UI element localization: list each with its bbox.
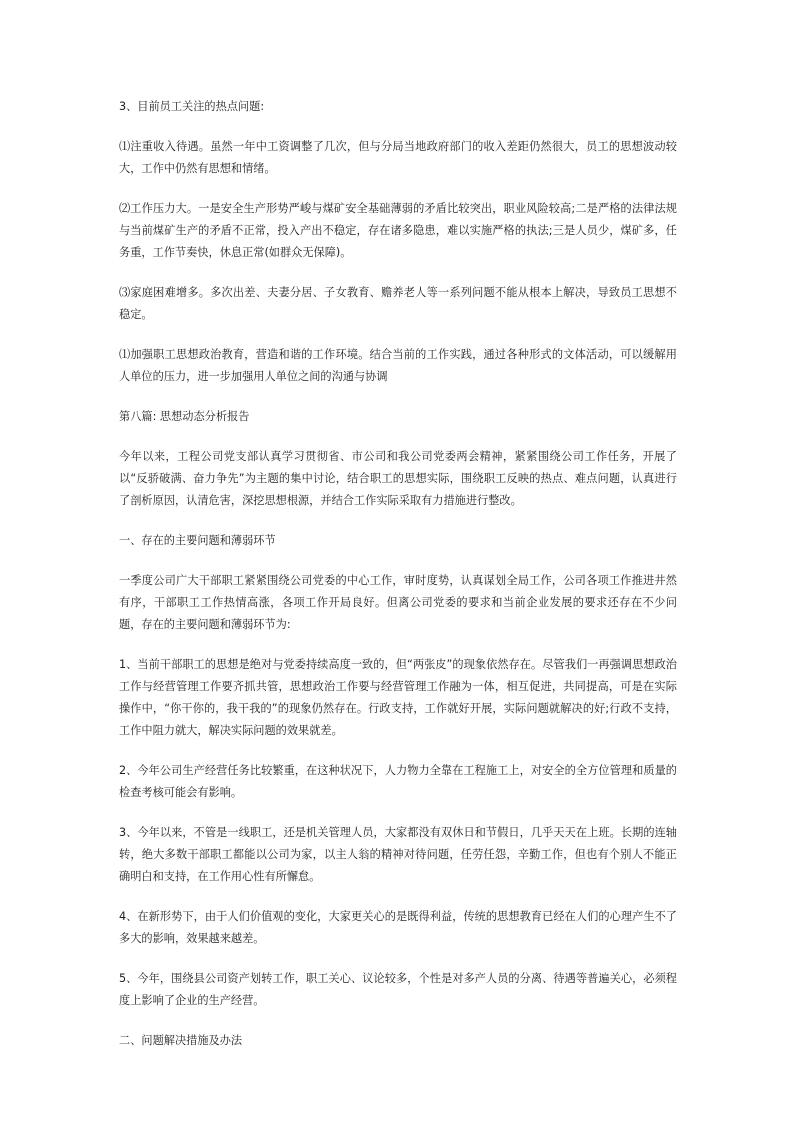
income-paragraph: ⑴注重收入待遇。虽然一年中工资调整了几次，但与分局当地政府部门的收入差距仍然很大，员工的思想波动较大，工作中仍然有思想和情绪。 xyxy=(119,140,677,175)
chapter-title: 第八篇: 思想动态分析报告 xyxy=(119,410,250,423)
issue-1-paragraph: 1、当前干部职工的思想是绝对与党委持续高度一致的，但“两张皮”的现象依然存在。尽管我们一再强调思想政治工作与经营管理工作要齐抓共管，思想政治工作要与经营管理工作融为一体，相互促进，共同提高，可是在实际操作中，“你干你的，我干我的”的现象仍然存在。行政支持，工作就好开展，实际问题就解决的好;行政不支持，工作中阻力就大，解决实际问题的效果就差。 xyxy=(119,658,677,737)
family-difficulty-paragraph: ⑶家庭困难增多。多次出差、夫妻分居、子女教育、赡养老人等一系列问题不能从根本上解决，导致员工思想不稳定。 xyxy=(119,286,677,321)
intro-paragraph: 今年以来，工程公司党支部认真学习贯彻省、市公司和我公司党委两会精神，紧紧围绕公司工作任务，开展了以“反骄破满、奋力争先”为主题的集中讨论，结合职工的思想实际，围绕职工反映的热点、难点问题，认真进行了剖析原因，认清危害，深挖思想根源，并结合工作实际采取有力措施进行整改。 xyxy=(119,450,677,507)
education-paragraph: ⑴加强职工思想政治教育，营造和谐的工作环境。结合当前的工作实践，通过各种形式的文体活动，可以缓解用人单位的压力，进一步加强用人单位之间的沟通与协调 xyxy=(119,348,677,383)
issue-5-paragraph: 5、今年，围绕县公司资产划转工作，职工关心、议论较多，个性是对多产人员的分离、待遇等普遍关心，必须程度上影响了企业的生产经营。 xyxy=(119,972,677,1007)
hot-issues-heading: 3、目前员工关注的热点问题: xyxy=(119,100,265,113)
issue-2-paragraph: 2、今年公司生产经营任务比较繁重，在这种状况下，人力物力全靠在工程施工上，对安全的全方位管理和质量的检查考核可能会有影响。 xyxy=(119,764,677,799)
issue-4-paragraph: 4、在新形势下，由于人们价值观的变化，大家更关心的是既得利益，传统的思想教育已经在人们的心理产生不了多大的影响，效果越来越差。 xyxy=(119,910,677,945)
document-body xyxy=(119,96,677,1070)
section-one-heading: 一、存在的主要问题和薄弱环节 xyxy=(119,534,276,547)
q1-summary-paragraph: 一季度公司广大干部职工紧紧围绕公司党委的中心工作，审时度势，认真谋划全局工作，公司各项工作推进井然有序，干部职工工作热情高涨，各项工作开局良好。但离公司党委的要求和当前企业发展的要求还存在不少问题，存在的主要问题和薄弱环节为: xyxy=(119,574,677,631)
issue-3-paragraph: 3、今年以来，不管是一线职工，还是机关管理人员，大家都没有双休日和节假日，几乎天天在上班。长期的连轴转，绝大多数干部职工都能以公司为家，以主人翁的精神对待问题，任劳任怨，辛勤工作，但也有个别人不能正确明白和支持，在工作用心性有所懈怠。 xyxy=(119,826,677,883)
work-pressure-paragraph: ⑵工作压力大。一是安全生产形势严峻与煤矿安全基础薄弱的矛盾比较突出，职业风险较高;二是严格的法律法规与当前煤矿生产的矛盾不正常，投入产出不稳定，存在诸多隐患，难以实施严格的执法;三是人员少，煤矿多，任务重，工作节奏快，休息正常(如群众无保障)。 xyxy=(119,202,677,259)
section-two-heading: 二、问题解决措施及办法 xyxy=(119,1034,243,1047)
